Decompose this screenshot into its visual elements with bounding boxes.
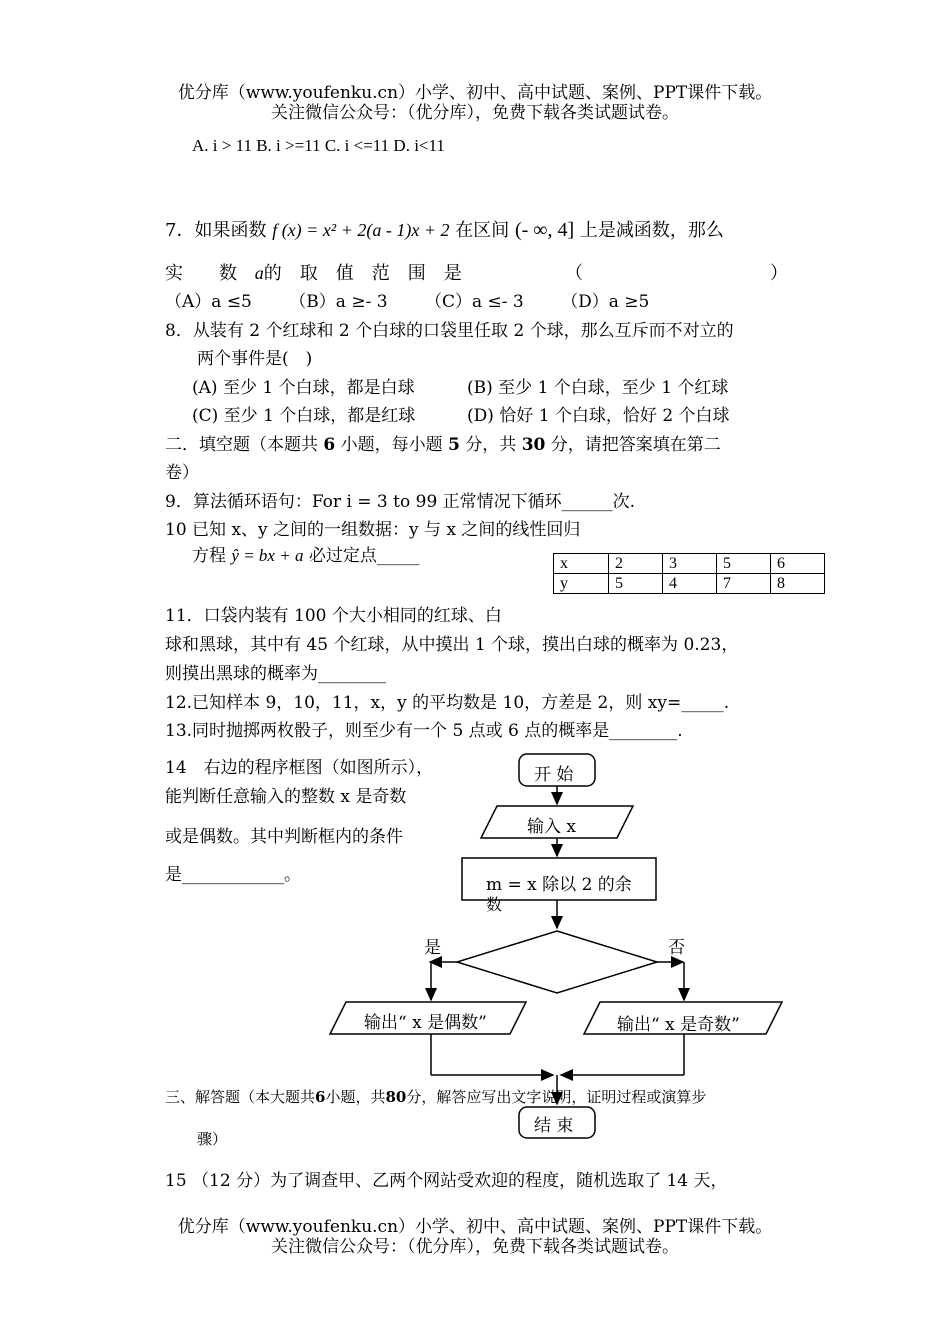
section3-part-b: 小题，共 <box>325 1088 386 1106</box>
question-10-line-1: 10 已知 x、y 之间的一组数据：y 与 x 之间的线性回归 <box>165 520 581 540</box>
section2-count: 6 <box>323 435 336 455</box>
section2-part-a: 二．填空题（本题共 <box>165 435 318 455</box>
process-label-line-1: m = x 除以 2 的余 <box>486 875 632 895</box>
process-label-line-2: 数 <box>486 895 503 914</box>
section3-part-a: 三、解答题（本大题共 <box>165 1088 316 1106</box>
question-15: 15 （12 分）为了调查甲、乙两个网站受欢迎的程度，随机选取了 14 天， <box>165 1171 728 1191</box>
question-11-line-2: 球和黑球，其中有 45 个红球，从中摸出 1 个球，摸出白球的概率为 0.23， <box>165 635 739 655</box>
q10-equation: ŷ = bx + a <box>231 546 304 565</box>
input-text: 输入 x <box>527 817 576 837</box>
question-14-line-3: 或是偶数。其中判断框内的条件 <box>165 827 403 847</box>
end-label: 结 束 <box>534 1116 574 1136</box>
section2-part-d: 分，请把答案填在第二 <box>550 435 721 455</box>
q7-var-a: a <box>254 263 264 283</box>
section2-part-b: 小题，每小题 <box>340 435 443 455</box>
table-cell: 8 <box>771 574 825 594</box>
q7-option-d: （D）a ≥5 <box>561 292 650 312</box>
section-2-line-2: 卷） <box>165 463 199 483</box>
header-line-2: 关注微信公众号：（优分库），免费下载各类试题试卷。 <box>271 103 679 123</box>
output-even-label: 输出“ x 是偶数” <box>364 1013 487 1033</box>
question-14-line-1: 14 右边的程序框图（如图所示）， <box>165 758 434 778</box>
footer-line-1: 优分库（www.youfenku.cn）小学、初中、高中试题、案例、PPT课件下载。 <box>177 1217 773 1237</box>
question-13: 13.同时抛掷两枚骰子，则至少有一个 5 点或 6 点的概率是________. <box>165 721 683 741</box>
section3-total: 80 <box>385 1088 407 1106</box>
q7-prefix: 7．如果函数 <box>165 220 267 241</box>
section3-count: 6 <box>315 1088 326 1106</box>
section2-total: 30 <box>521 435 546 455</box>
footer-line-2: 关注微信公众号：（优分库），免费下载各类试题试卷。 <box>271 1237 679 1257</box>
q7-suffix: 上是减函数，那么 <box>579 220 724 241</box>
yes-label: 是 <box>424 938 441 958</box>
section2-part-c: 分，共 <box>465 435 517 455</box>
table-cell: y <box>554 574 609 594</box>
table-cell: x <box>554 554 609 574</box>
question-11-line-3: 则摸出黑球的概率为________ <box>165 664 386 684</box>
no-label: 否 <box>668 938 685 958</box>
table-cell: 3 <box>663 554 717 574</box>
table-cell: 4 <box>663 574 717 594</box>
section2-each: 5 <box>448 435 460 455</box>
question-14-line-2: 能判断任意输入的整数 x 是奇数 <box>165 787 407 807</box>
question-9: 9．算法循环语句：For i = 3 to 99 正常情况下循环______次. <box>165 492 636 512</box>
table-cell: 7 <box>717 574 771 594</box>
table-cell: 5 <box>717 554 771 574</box>
q7-middle: 在区间 <box>455 220 510 241</box>
q7-function: f (x) = x² + 2(a - 1)x + 2 <box>272 220 450 240</box>
q8-option-b: (B) 至少 1 个白球，至少 1 个红球 <box>467 378 729 398</box>
q10-prefix: 方程 <box>192 546 226 566</box>
section-3-line-2: 骤） <box>197 1130 228 1148</box>
q8-option-d: (D) 恰好 1 个白球，恰好 2 个白球 <box>467 406 730 426</box>
question-8-line-1: 8．从装有 2 个红球和 2 个白球的口袋里任取 2 个球，那么互斥而不对立的 <box>165 321 734 341</box>
table-cell: 6 <box>771 554 825 574</box>
q7-paren-close: ） <box>770 263 788 284</box>
q7-line2-b: 的 取 值 范 围 是 <box>263 263 462 284</box>
q7-paren-open: （ <box>565 263 583 284</box>
q7-option-a: （A）a ≤5 <box>165 292 252 312</box>
section3-part-c: 分，解答应写出文字说明，证明过程或演算步 <box>406 1088 707 1106</box>
q6-options: A. i > 11 B. i >=11 C. i <=11 D. i<11 <box>192 136 445 155</box>
q8-option-c: (C) 至少 1 个白球，都是红球 <box>192 406 416 426</box>
q10-suffix: 必过定点_____ <box>308 546 420 566</box>
q7-option-c: （C）a ≤- 3 <box>424 292 524 312</box>
q7-line2-a: 实 数 <box>165 263 237 284</box>
q7-interval: (- ∞, 4] <box>514 219 575 241</box>
table-cell: 5 <box>609 574 663 594</box>
question-12: 12.已知样本 9，10，11，x，y 的平均数是 10，方差是 2，则 xy=_____. <box>165 693 730 713</box>
q7-option-b: （B）a ≥- 3 <box>289 292 388 312</box>
question-8-line-2: 两个事件是( ) <box>197 349 313 369</box>
q8-option-a: (A) 至少 1 个白球，都是白球 <box>192 378 415 398</box>
table-cell: 2 <box>609 554 663 574</box>
output-odd-label: 输出“ x 是奇数” <box>617 1015 740 1035</box>
header-line-1: 优分库（www.youfenku.cn）小学、初中、高中试题、案例、PPT课件下载。 <box>177 83 773 103</box>
question-11-line-1: 11．口袋内装有 100 个大小相同的红球、白 <box>165 606 502 626</box>
start-label: 开 始 <box>534 765 574 785</box>
question-14-line-4: 是____________。 <box>165 865 301 885</box>
